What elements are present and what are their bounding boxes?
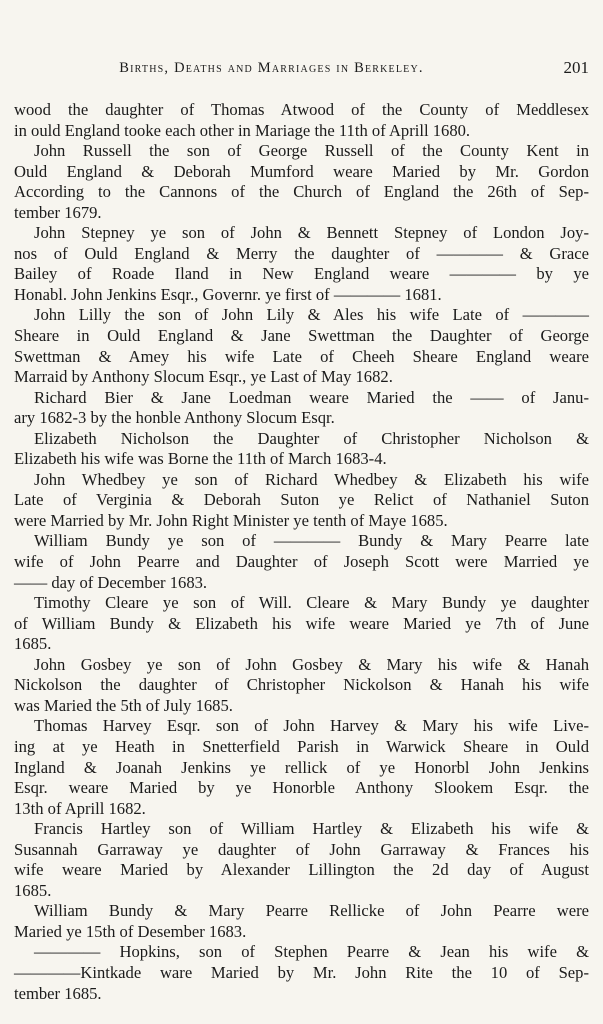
text-line: 13th of Aprill 1682. [14,798,146,818]
text-line: —— day of December 1683. [14,572,208,592]
text-line: nos of Ould England & Merry the daughter of ———— & Grace [14,243,589,263]
text-line: According to the Cannons of the Church of England the 26th of Sep- [14,182,589,202]
text-line: Timothy Cleare ye son of Will. Cleare & Mary Bundy ye daughter [34,593,589,613]
text-line: Ould England & Deborah Mumford weare Maried by Mr. Gordon [14,161,589,181]
text-line: of William Bundy & Elizabeth his wife weare Maried ye 7th of June [14,613,589,633]
text-line: Marraid by Anthony Slocum Esqr., ye Last of May 1682. [14,367,393,387]
text-line: were Married by Mr. John Right Minister ye tenth of Maye 1685. [14,510,448,530]
text-line: 1685. [14,880,52,900]
page-header [14,60,589,82]
text-line: wood the daughter of Thomas Atwood of the County of Meddlesex [14,100,589,119]
text-line: wife of John Pearre and Daughter of Joseph Scott were Married ye [14,552,589,572]
text-line: Honabl. John Jenkins Esqr., Governr. ye first of ———— 1681. [14,284,442,304]
running-title: Births, Deaths and Marriages in Berkeley. [119,60,424,76]
page-number: 201 [563,58,589,77]
text-line: Susannah Garraway ye daughter of John Garraway & Frances his [14,839,589,859]
text-line: tember 1679. [14,202,102,222]
text-line: was Maried the 5th of July 1685. [14,695,233,715]
text-line: Nickolson the daughter of Christopher Nickolson & Hanah his wife [14,675,589,695]
text-line: wife weare Maried by Alexander Lillington the 2d day of August [14,860,589,880]
text-line: ing at ye Heath in Snetterfield Parish in Warwick Sheare in Ould [14,736,589,756]
text-line: ———— Hopkins, son of Stephen Pearre & Jean his wife & [34,942,589,962]
text-line: John Gosbey ye son of John Gosbey & Mary his wife & Hanah [34,654,589,674]
text-line: Late of Verginia & Deborah Suton ye Relict of Nathaniel Suton [14,490,589,510]
text-line: John Stepney ye son of John & Bennett Stepney of London Joy- [34,223,589,243]
text-line: ary 1682-3 by the honble Anthony Slocum Esqr. [14,408,335,428]
text-line: Francis Hartley son of William Hartley & Elizabeth his wife & [34,819,589,839]
text-line: Richard Bier & Jane Loedman weare Maried the —— of Janu- [34,387,589,407]
text-line: Bailey of Roade Iland in New England weare ———— by ye [14,264,589,284]
text-line: ————Kintkade ware Maried by Mr. John Rite the 10 of Sep- [14,962,589,982]
text-line: Sheare in Ould England & Jane Swettman the Daughter of George [14,326,589,346]
text-line: tember 1685. [14,983,102,1003]
text-line: Elizabeth Nicholson the Daughter of Christopher Nicholson & [34,428,589,448]
text-line: John Lilly the son of John Lily & Ales his wife Late of ———— [34,305,589,325]
text-line: William Bundy & Mary Pearre Rellicke of John Pearre were [34,901,589,921]
body-text [14,100,589,1004]
text-line: Thomas Harvey Esqr. son of John Harvey & Mary his wife Live- [34,716,589,736]
text-line: John Whedbey ye son of Richard Whedbey & Elizabeth his wife [34,469,589,489]
text-line: 1685. [14,634,52,654]
text-line: John Russell the son of George Russell of the County Kent in [34,141,589,161]
text-line: Maried ye 15th of Desember 1683. [14,921,247,941]
text-line: Elizabeth his wife was Borne the 11th of March 1683-4. [14,449,387,469]
text-line: in ould England tooke each other in Mariage the 11th of Aprill 1680. [14,120,471,140]
text-line: Ingland & Joanah Jenkins ye rellick of ye Honorbl John Jenkins [14,757,589,777]
text-line: Esqr. weare Maried by ye Honorble Anthony Slookem Esqr. the [14,778,589,798]
text-line: William Bundy ye son of ———— Bundy & Mary Pearre late [34,531,589,551]
text-line: Swettman & Amey his wife Late of Cheeh Sheare England weare [14,346,589,366]
